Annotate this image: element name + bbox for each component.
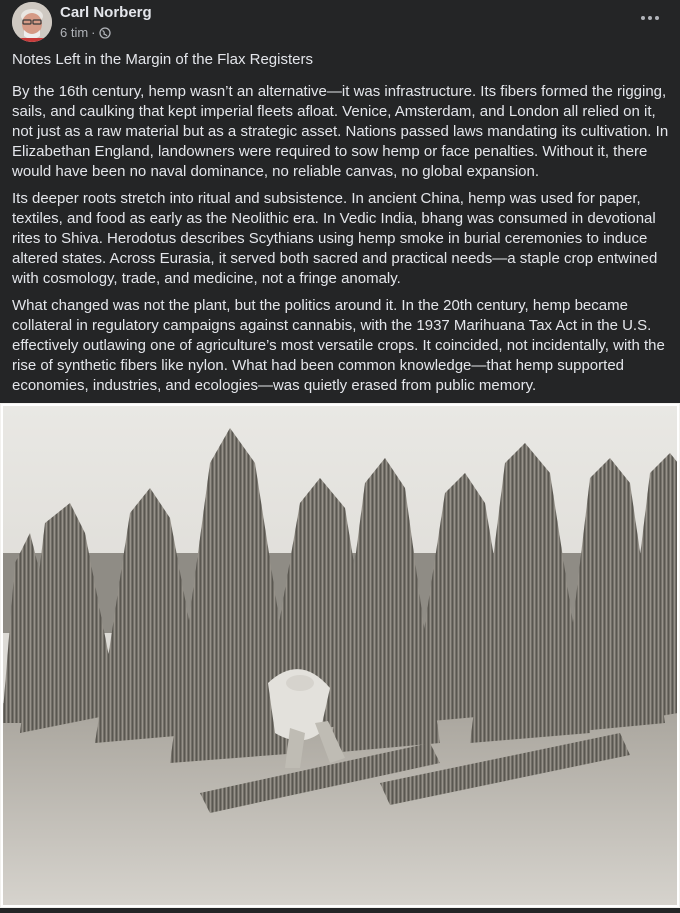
post-meta bbox=[60, 25, 111, 40]
author-avatar[interactable] bbox=[12, 2, 52, 42]
globe-icon[interactable] bbox=[99, 27, 111, 39]
post-paragraph-1: By the 16th century, hemp wasn’t an alternative—it was infrastructure. Its fibers formed the rigging, sails, and caulking that kept imperial fleets afloat. Venice, Amsterdam, and London all relied on it, not just as a raw material but as a strategic asset. Nations passed laws mandating its cultivation. In Elizabethan England, landowners were required to sow hemp or face penalties. Without it, there would have been no naval dominance, no reliable canvas, no global expansion. bbox=[12, 83, 669, 180]
post-photo[interactable] bbox=[0, 403, 680, 908]
post-paragraph-2: Its deeper roots stretch into ritual and subsistence. In ancient China, hemp was used for paper, textiles, and food as early as the Neolithic era. In Vedic India, bhang was consumed in devotional rites to Shiva. Herodotus describes Scythians using hemp smoke in burial ceremonies to induce altered states. Across Eurasia, it served both sacred and practical needs—a staple crop entwined with cosmology, trade, and medicine, not a fringe anomaly. bbox=[12, 190, 658, 287]
post-time[interactable]: 6 tim bbox=[60, 25, 89, 40]
more-options-icon[interactable] bbox=[638, 8, 662, 28]
post-title: Notes Left in the Margin of the Flax Registers bbox=[12, 51, 313, 68]
post-text bbox=[12, 50, 672, 403]
meta-separator: · bbox=[91, 25, 96, 40]
post-header bbox=[12, 2, 668, 42]
author-name[interactable]: Carl Norberg bbox=[60, 4, 152, 21]
post-paragraph-3: What changed was not the plant, but the politics around it. In the 20th century, hemp became collateral in regulatory campaigns against cannabis, with the 1937 Marihuana Tax Act in the U.S. effectively outlawing one of agriculture’s most versatile crops. It coincided, not incidentally, with the rise of synthetic fibers like nylon. What had been common knowledge—that hemp supported economies, industries, and ecologies—was quietly erased from public memory. bbox=[12, 297, 665, 394]
